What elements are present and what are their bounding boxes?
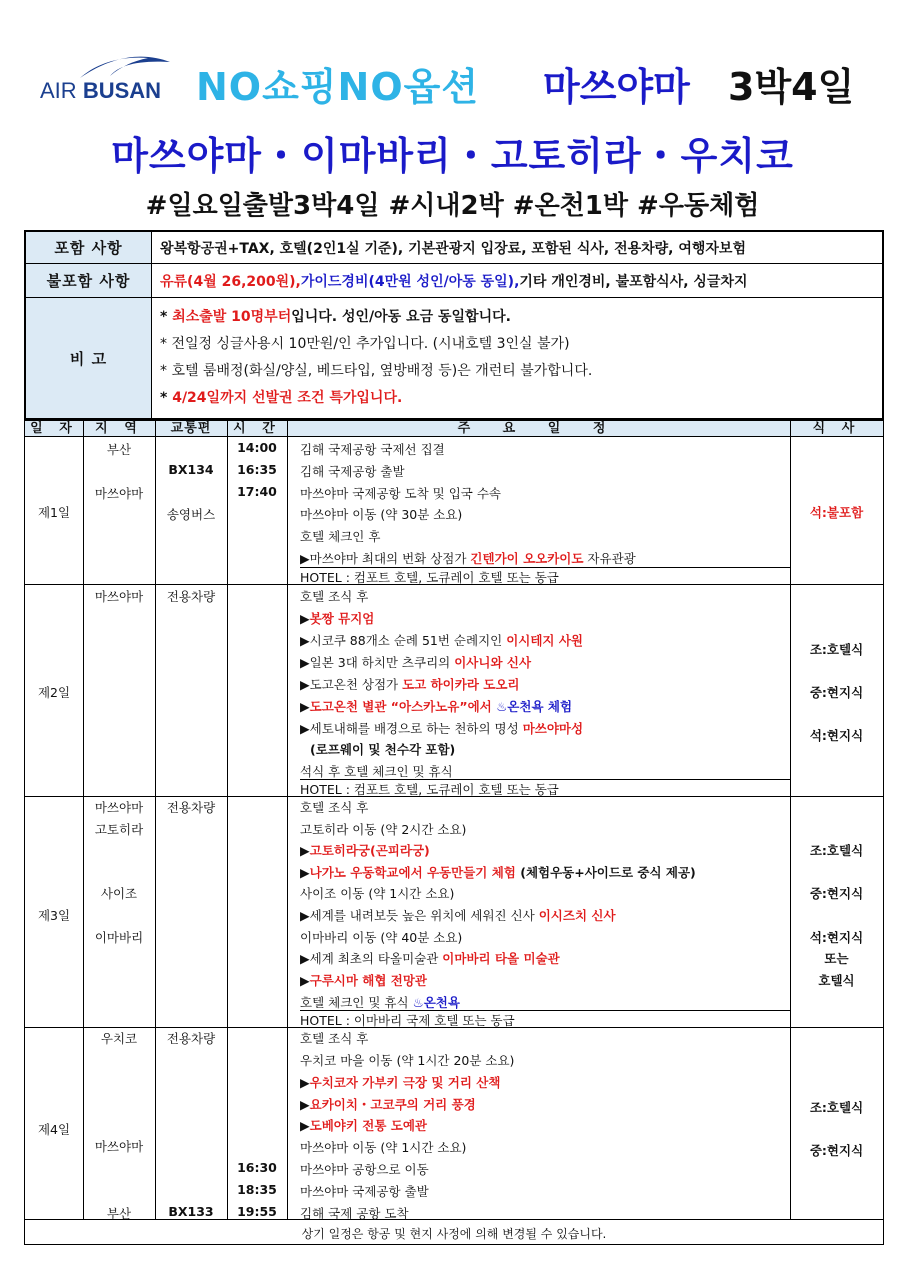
day4-label: 제4일 [37,1122,71,1137]
day3-item-7: 이마바리 이동 (약 40분 소요) [300,930,463,945]
fuel-surcharge: 유류(4월 26,200원), [160,273,301,290]
day1-time-3: 17:40 [237,484,277,499]
info-table [24,230,884,420]
day1-item-6: ▶마쓰야마 최대의 번화 상점가 긴텐가이 오오카이도 자유관광 [300,551,636,566]
day3-item-4: ▶나가노 우동학교에서 우동만들기 체험 (체험우동+사이드로 중식 제공) [300,865,696,880]
day2-item-6: ▶도고온천 별관 “아스카노유”에서 ♨온천욕 체험 [300,699,573,714]
day2-hotel: HOTEL : 컴포트 호텔, 도큐레이 호텔 또는 동급 [300,782,559,797]
excluded-text [160,264,748,297]
day2-item-4: ▶일본 3대 하치만 츠쿠리의 이사니와 신사 [300,655,532,670]
included-label: 포함 사항 [26,232,152,263]
day4-flight: BX133 [168,1204,214,1219]
air-busan-logo [38,52,173,104]
title-no-shopping: NO쇼핑NO옵션 [196,65,480,109]
day4-item-9: 김해 국제 공항 도착 [300,1206,409,1221]
day2-meal-1: 조:호텔식 [809,642,864,657]
day3-meal-4: 또는 [824,951,849,966]
day3-region-2: 고토히라 [94,822,144,837]
day4-transport: 전용차량 [166,1031,216,1046]
day2-meal-3: 석:현지식 [809,728,864,743]
header [0,0,905,230]
day4-region-1: 우치코 [100,1031,138,1046]
day4-time-2: 18:35 [237,1182,277,1197]
day3-meal-1: 조:호텔식 [809,843,864,858]
day4-item-5: ▶도베야키 전통 도예관 [300,1118,428,1133]
day1-time-1: 14:00 [237,440,277,455]
excluded-label: 불포함 사항 [26,264,152,297]
day3-hotel: HOTEL : 이마바리 국제 호텔 또는 동급 [300,1013,515,1028]
day3-item-10: 호텔 체크인 및 휴식 ♨온천욕 [300,995,460,1010]
day3-item-8: ▶세계 최초의 타올미술관 이마바리 타올 미술관 [300,951,560,966]
day3-item-3: ▶고토히라궁(곤피라궁) [300,843,430,858]
day4-time-3: 19:55 [237,1204,277,1219]
day1-transport: 송영버스 [166,507,216,522]
day3-item-9: ▶구루시마 해협 전망관 [300,973,428,988]
day1-item-5: 호텔 체크인 후 [300,529,381,544]
excluded-rest: 기타 개인경비, 불포함식사, 싱글차지 [519,273,748,290]
schedule-table [24,420,884,1245]
day4-item-1: 호텔 조식 후 [300,1031,369,1046]
day2-meal-2: 중:현지식 [809,685,864,700]
col-transport: 교통편 [155,421,227,437]
day4-item-2: 우치코 마을 이동 (약 1시간 20분 소요) [300,1053,515,1068]
day1-item-2: 김해 국제공항 출발 [300,464,405,479]
day4-item-8: 마쓰야마 국제공항 출발 [300,1184,429,1199]
day1-region-matsuyama: 마쓰야마 [94,486,144,501]
day4-region-2: 마쓰야마 [94,1139,144,1154]
day4-item-4: ▶요카이치・고코쿠의 거리 풍경 [300,1097,476,1112]
col-region: 지 역 [83,421,155,437]
day2-item-5: ▶도고온천 상점가 도고 하이카라 도오리 [300,677,520,692]
day2-item-7: ▶세토내해를 배경으로 하는 천하의 명성 마쓰야마성 [300,721,584,736]
day2-item-1: 호텔 조식 후 [300,589,369,604]
day3-region-3: 사이조 [100,886,138,901]
included-text: 왕복항공권+TAX, 호텔(2인1실 기준), 기본관광지 입장료, 포함된 식사, 전용차량, 여행자보험 [160,240,746,257]
day3-item-5: 사이조 이동 (약 1시간 소요) [300,886,455,901]
day1-hotel: HOTEL : 컴포트 호텔, 도큐레이 호텔 또는 동급 [300,570,559,585]
day2-item-9: 석식 후 호텔 체크인 및 휴식 [300,764,453,779]
day3-meal-5: 호텔식 [818,973,855,988]
logo-busan: BUSAN [82,78,162,103]
day3-item-6: ▶세계를 내려보듯 높은 위치에 세워진 신사 이시즈치 신사 [300,908,616,923]
title-destination: 마쓰야마 [543,65,690,109]
col-schedule: 주 요 일 정 [287,421,790,437]
day4-meal-1: 조:호텔식 [809,1100,864,1115]
notes-label: 비 고 [26,298,152,418]
included-row [26,232,882,264]
day4-region-3: 부산 [106,1206,132,1221]
day1-item-3: 마쓰야마 국제공항 도착 및 입국 수속 [300,486,501,501]
hashtags: #일요일출발3박4일 #시내2박 #온천1박 #우동체험 [145,191,760,221]
col-meal: 식 사 [790,421,883,437]
day2-item-3: ▶시코쿠 88개소 순례 51번 순례지인 이시테지 사원 [300,633,584,648]
day3-region-4: 이마바리 [94,930,144,945]
day4-time-1: 16:30 [237,1160,277,1175]
footer-note: 상기 일정은 항공 및 현지 사정에 의해 변경될 수 있습니다. [301,1227,607,1241]
note-1: * 최소출발 10명부터입니다. 성인/아동 요금 동일합니다. [160,309,511,325]
day2-item-8: (로프웨이 및 천수각 포함) [310,742,456,757]
note-4: * 4/24일까지 선발권 조건 특가입니다. [160,390,403,406]
col-day: 일 자 [25,421,83,437]
day4-item-6: 마쓰야마 이동 (약 1시간 소요) [300,1140,467,1155]
day1-item-4: 마쓰야마 이동 (약 30분 소요) [300,507,463,522]
day3-item-2: 고토히라 이동 (약 2시간 소요) [300,822,467,837]
day2-region: 마쓰야마 [94,589,144,604]
col-time: 시 간 [227,421,287,437]
note-3: * 호텔 룸배정(화실/양실, 베드타입, 옆방배정 등)은 개런티 불가합니다. [160,363,593,379]
day2-item-2: ▶봇짱 뮤지엄 [300,611,375,626]
day3-transport: 전용차량 [166,800,216,815]
day2-transport: 전용차량 [166,589,216,604]
excluded-row [26,264,882,298]
day1-flight: BX134 [168,462,214,477]
day1-item-1: 김해 국제공항 국제선 집결 [300,442,445,457]
notes-row [26,298,882,418]
notes-list [160,304,592,412]
day3-meal-2: 중:현지식 [809,886,864,901]
day1-region-busan: 부산 [106,442,132,457]
note-2: * 전일정 싱글사용시 10만원/인 추가입니다. (시내호텔 3인실 불가) [160,336,570,352]
day1-time-2: 16:35 [237,462,277,477]
day1-label: 제1일 [37,505,71,520]
day4-item-7: 마쓰야마 공항으로 이동 [300,1162,429,1177]
day1-meal: 석:불포함 [809,505,864,520]
day3-item-1: 호텔 조식 후 [300,800,369,815]
logo-air: AIR [40,78,77,103]
day4-meal-2: 중:현지식 [809,1143,864,1158]
day2-label: 제2일 [37,685,71,700]
day3-label: 제3일 [37,908,71,923]
day4-item-3: ▶우치코자 가부키 극장 및 거리 산책 [300,1075,501,1090]
day3-region-1: 마쓰야마 [94,800,144,815]
guide-fee: 가이드경비(4만원 성인/아동 동일), [300,273,520,290]
day3-meal-3: 석:현지식 [809,930,864,945]
subtitle-route: 마쓰야마・이마바리・고토히라・우치코 [111,134,794,178]
title-duration: 3박4일 [728,65,855,109]
